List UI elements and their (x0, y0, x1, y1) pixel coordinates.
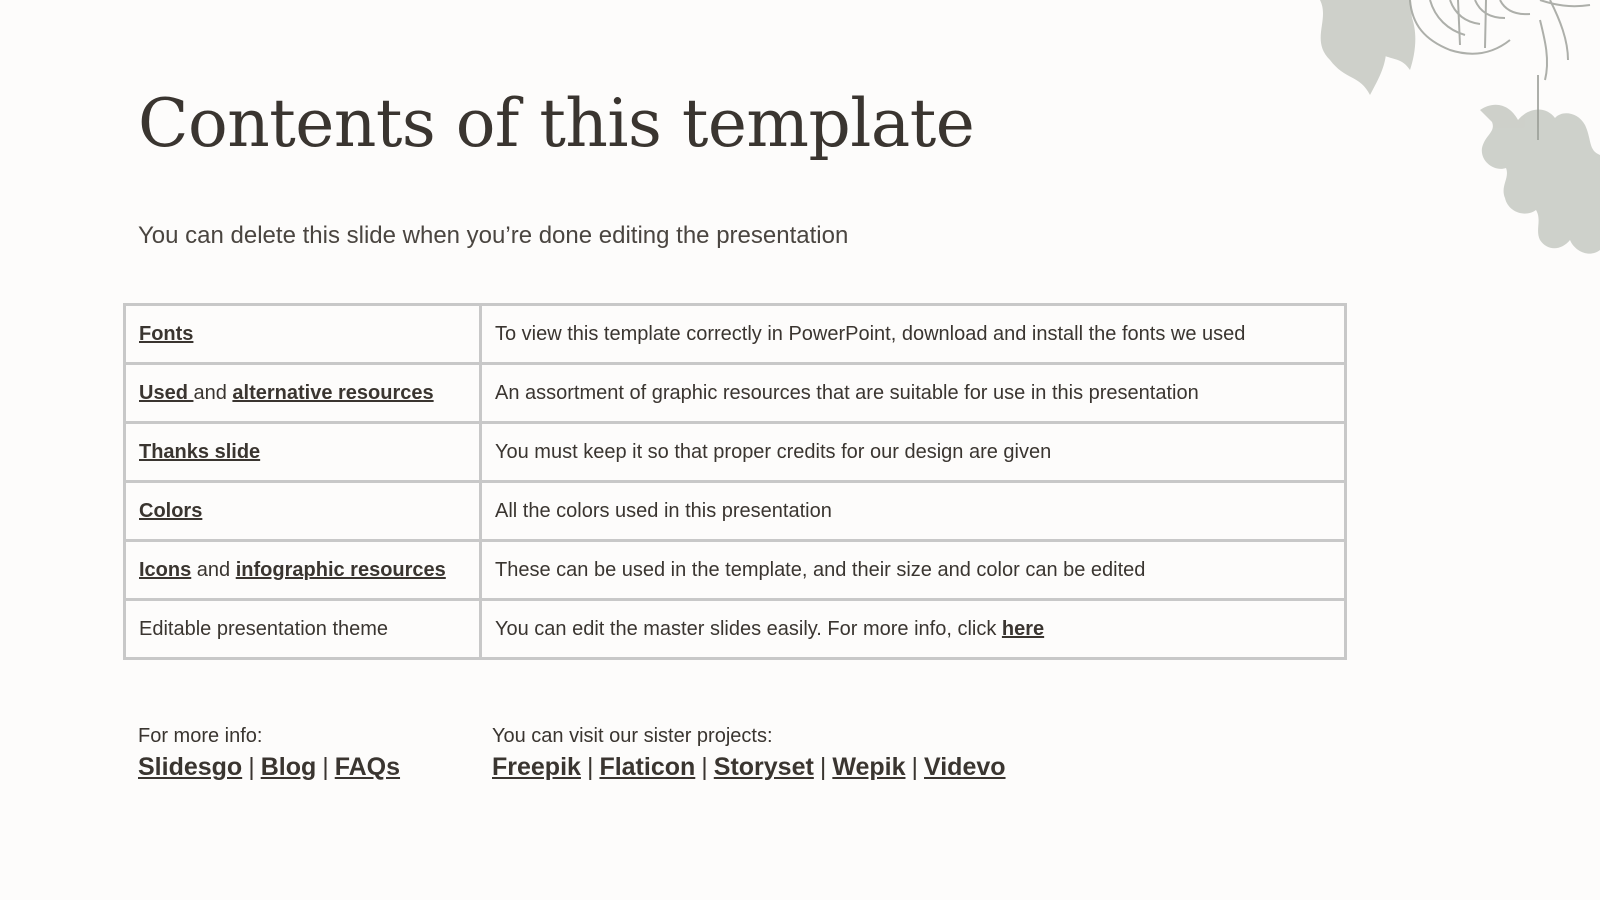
table-cell (125, 364, 481, 423)
table-row (125, 482, 1346, 541)
cell-text: You can edit the master slides easily. For more info, click (495, 617, 1002, 640)
separator: | (586, 753, 594, 781)
separator: | (701, 753, 708, 781)
flaticon-link[interactable]: Flaticon (599, 753, 696, 781)
table-cell: An assortment of graphic resources that are suitable for use in this presentation (481, 364, 1346, 423)
used-resources-link[interactable]: Used (139, 381, 194, 404)
colors-link[interactable]: Colors (139, 499, 203, 522)
table-row (125, 600, 1346, 659)
contents-table (123, 303, 1347, 660)
freepik-link[interactable]: Freepik (492, 753, 581, 781)
table-row (125, 364, 1346, 423)
table-cell (125, 305, 481, 364)
table-cell (125, 541, 481, 600)
table-cell: All the colors used in this presentation (481, 482, 1346, 541)
sister-projects-label: You can visit our sister projects: (492, 725, 773, 747)
table-cell (125, 423, 481, 482)
table-cell (481, 600, 1346, 659)
table-row (125, 423, 1346, 482)
separator: | (322, 753, 329, 781)
table-row (125, 305, 1346, 364)
table-cell (125, 482, 481, 541)
sister-projects-links (492, 750, 1006, 784)
table-cell: To view this template correctly in PowerPoint, download and install the fonts we used (481, 305, 1346, 364)
separator: | (911, 753, 918, 781)
floral-corner-decoration (1300, 0, 1600, 260)
table-row (125, 541, 1346, 600)
thanks-slide-link[interactable]: Thanks slide (139, 440, 261, 463)
separator: | (819, 753, 827, 781)
page-subtitle: You can delete this slide when you’re done editing the presentation (138, 222, 849, 249)
icons-link[interactable]: Icons (139, 558, 192, 581)
sister-projects-block (492, 722, 1006, 784)
alternative-resources-link[interactable]: alternative resources (232, 381, 434, 404)
wepik-link[interactable]: Wepik (832, 753, 906, 781)
here-link[interactable]: here (1001, 617, 1045, 640)
cell-text: and (193, 381, 233, 404)
more-info-block (138, 722, 400, 784)
table-cell: You must keep it so that proper credits for our design are given (481, 423, 1346, 482)
infographic-resources-link[interactable]: infographic resources (235, 558, 446, 581)
more-info-links (138, 750, 400, 784)
faqs-link[interactable]: FAQs (334, 753, 401, 781)
cell-text: and (191, 558, 236, 581)
slidesgo-link[interactable]: Slidesgo (138, 753, 243, 781)
separator: | (248, 753, 255, 781)
table-cell: These can be used in the template, and their size and color can be edited (481, 541, 1346, 600)
videvo-link[interactable]: Videvo (924, 753, 1006, 781)
storyset-link[interactable]: Storyset (713, 753, 814, 781)
page-title: Contents of this template (138, 85, 975, 162)
fonts-link[interactable]: Fonts (139, 322, 194, 345)
blog-link[interactable]: Blog (260, 753, 317, 781)
more-info-label: For more info: (138, 725, 263, 747)
table-cell: Editable presentation theme (125, 600, 481, 659)
